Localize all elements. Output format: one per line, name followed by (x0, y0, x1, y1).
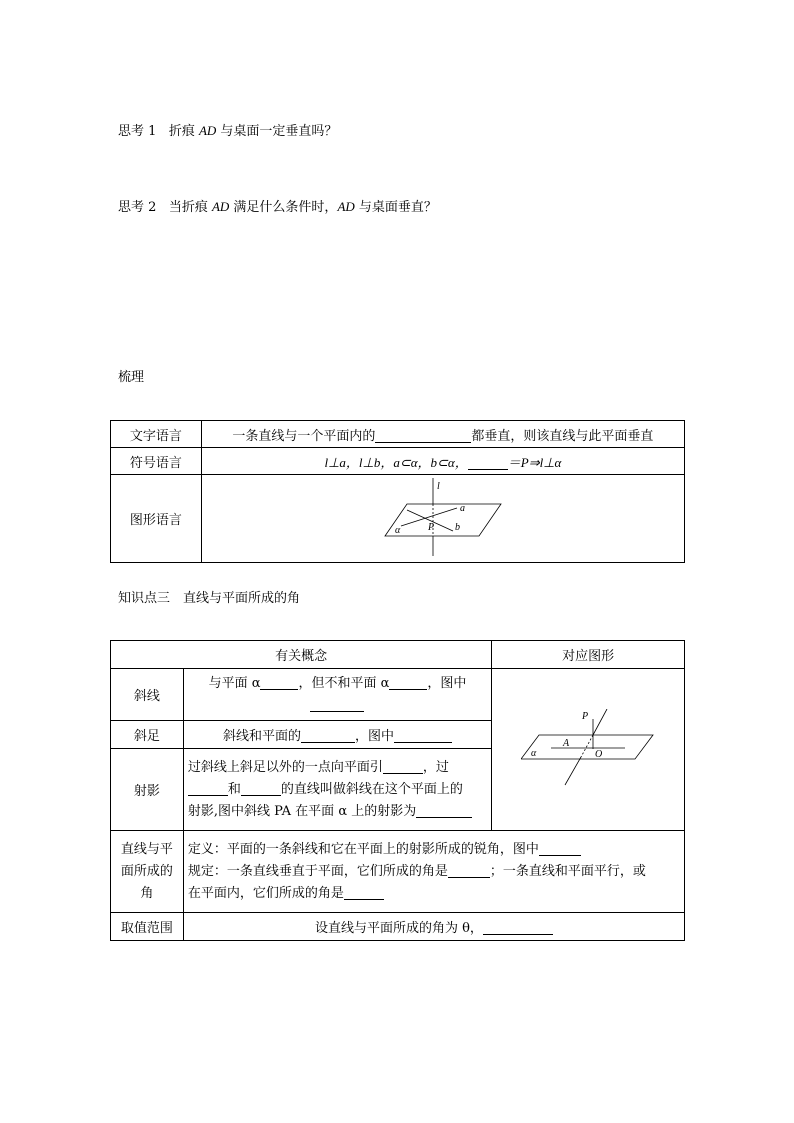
angle-rule-1: 规定：一条直线垂直于平面，它们所成的角是 (187, 863, 448, 879)
blank[interactable] (188, 781, 228, 796)
header-figure: 对应图形 (492, 641, 685, 669)
blank[interactable] (301, 728, 355, 743)
projection-text-4: 的直线叫做斜线在这个平面上的 (280, 781, 463, 797)
text-language-pre: 一条直线与一个平面内的 (232, 428, 376, 444)
table-row (111, 641, 685, 669)
blank[interactable] (389, 675, 427, 690)
label-text-language: 文字语言 (111, 421, 202, 448)
range-content (183, 913, 684, 941)
think-1 (118, 122, 337, 141)
blank[interactable] (375, 428, 471, 443)
think-2-text-mid: 满足什么条件时， (229, 200, 338, 215)
think-2-var2: AD (337, 199, 355, 214)
table-row (111, 421, 685, 448)
foot-content (183, 721, 491, 749)
blank[interactable] (383, 759, 423, 774)
label-oblique: 斜线 (111, 669, 184, 721)
blank[interactable] (310, 697, 364, 712)
text-language-content (201, 421, 684, 448)
label-alpha: α (531, 747, 537, 759)
oblique-text-1: 与平面 α (208, 675, 261, 691)
table-row (111, 669, 685, 721)
projection-content (183, 749, 491, 831)
label-p: P (427, 521, 435, 533)
text-language-post: 都垂直，则该直线与此平面垂直 (471, 428, 654, 444)
sorting-title: 梳理 (118, 370, 145, 385)
label-p: P (582, 710, 589, 722)
oblique-figure-cell (492, 669, 685, 831)
blank[interactable] (468, 455, 508, 470)
angle-rule-2: ；一条直线和平面平行，或 (489, 863, 646, 879)
foot-text-2: ，图中 (354, 729, 394, 744)
perpendicular-plane-figure (383, 478, 503, 560)
section-3-title: 知识点三 直线与平面所成的角 (118, 591, 301, 606)
oblique-line-hidden (581, 735, 593, 757)
oblique-line-upper (593, 709, 607, 735)
angle-rule-3: 在平面内，它们所成的角是 (187, 885, 344, 901)
think-1-text-pre: 折痕 (168, 124, 199, 139)
symbol-language-content (201, 448, 684, 475)
blank[interactable] (448, 863, 490, 878)
blank[interactable] (394, 728, 452, 743)
definition-table (110, 420, 685, 563)
think-1-var: AD (198, 123, 217, 138)
label-angle: 直线与平面所成的角 (111, 831, 184, 913)
think-2-text-pre: 当折痕 (168, 200, 212, 215)
table-row (111, 831, 685, 913)
label-a: A (563, 737, 570, 749)
label-range: 取值范围 (111, 913, 184, 941)
label-l: l (436, 480, 440, 492)
blank[interactable] (260, 675, 298, 690)
symbol-language-post: ＝P⇒l⊥α (507, 454, 562, 470)
projection-text-3: 和 (227, 781, 241, 797)
plane-alpha-shape (385, 504, 501, 536)
angle-concept-table (110, 640, 685, 941)
projection-text-2: ，过 (422, 759, 449, 775)
angle-definition: 定义：平面的一条斜线和它在平面上的射影所成的锐角，图中 (187, 841, 539, 857)
think-2 (118, 198, 437, 217)
projection-text-5: 射影,图中斜线 PA 在平面 α 上的射影为 (187, 803, 417, 819)
label-figure-language: 图形语言 (111, 475, 202, 563)
think-2-text-post: 与桌面垂直？ (354, 200, 437, 215)
oblique-text-3: ，图中 (427, 675, 467, 691)
label-foot: 斜足 (111, 721, 184, 749)
blank[interactable] (483, 920, 553, 935)
figure-cell (201, 475, 684, 563)
table-row (111, 448, 685, 475)
oblique-text-2: ，但不和平面 α (298, 675, 390, 691)
think-2-var1: AD (211, 199, 230, 214)
table-row (111, 913, 685, 941)
label-projection: 射影 (111, 749, 184, 831)
plane-alpha-shape (521, 735, 653, 759)
header-concept: 有关概念 (111, 641, 492, 669)
think-2-label: 思考 2 (118, 200, 157, 215)
range-text: 设直线与平面所成的角为 θ， (314, 921, 483, 936)
table-row (111, 475, 685, 563)
label-symbol-language: 符号语言 (111, 448, 202, 475)
label-alpha: α (394, 524, 401, 536)
foot-text-1: 斜线和平面的 (222, 729, 301, 744)
oblique-content (183, 669, 491, 721)
angle-content (183, 831, 684, 913)
blank[interactable] (416, 803, 472, 818)
blank[interactable] (241, 781, 281, 796)
label-a: a (459, 502, 465, 514)
projection-text-1: 过斜线上斜足以外的一点向平面引 (187, 759, 383, 775)
label-o: O (595, 748, 603, 760)
blank[interactable] (344, 885, 384, 900)
label-b: b (454, 521, 460, 533)
symbol-language-pre: l⊥a，l⊥b，a⊂α，b⊂α， (324, 454, 468, 470)
think-1-text-post: 与桌面一定垂直吗？ (216, 124, 338, 139)
oblique-line-figure (521, 709, 655, 791)
oblique-line-lower (565, 757, 581, 785)
blank[interactable] (539, 841, 581, 856)
think-1-label: 思考 1 (118, 124, 157, 139)
